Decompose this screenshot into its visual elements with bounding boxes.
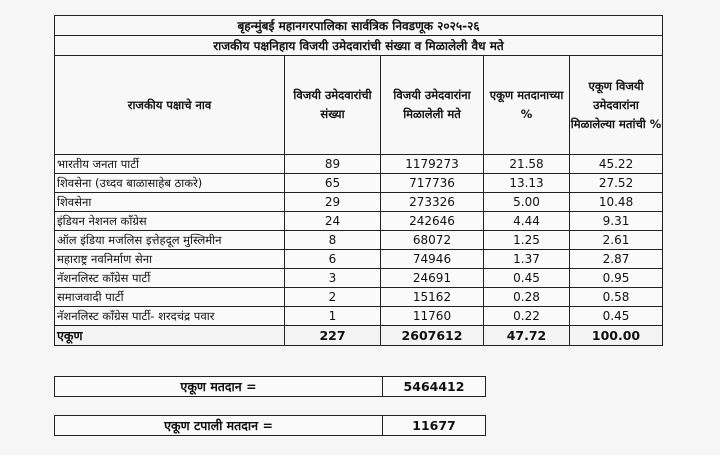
pct-total-cell: 0.45 xyxy=(484,269,570,288)
pct-winners-cell: 9.31 xyxy=(570,212,663,231)
total-votes-label: एकूण मतदान = xyxy=(55,377,383,397)
votes-count-cell: 242646 xyxy=(381,212,484,231)
pct-winners-cell: 2.87 xyxy=(570,250,663,269)
table-header-row xyxy=(55,56,663,155)
postal-votes-value: 11677 xyxy=(383,416,486,436)
table-row xyxy=(55,269,663,288)
party-name-cell: नॅशनलिस्ट कॉंग्रेस पार्टी- शरदचंद्र पवार xyxy=(55,307,285,326)
winners-count-cell: 24 xyxy=(285,212,381,231)
table-row xyxy=(55,155,663,174)
pct-total-cell: 0.28 xyxy=(484,288,570,307)
pct-winners-cell: 0.45 xyxy=(570,307,663,326)
table-row xyxy=(55,174,663,193)
votes-count-cell: 24691 xyxy=(381,269,484,288)
pct-winners-cell: 10.48 xyxy=(570,193,663,212)
winners-count-cell: 2 xyxy=(285,288,381,307)
votes-count-cell: 273326 xyxy=(381,193,484,212)
total-votes-value: 5464412 xyxy=(383,377,486,397)
table-row xyxy=(55,231,663,250)
pct-total-cell: 5.00 xyxy=(484,193,570,212)
table-body xyxy=(55,155,663,326)
party-name-cell: शिवसेना (उध्दव बाळासाहेब ठाकरे) xyxy=(55,174,285,193)
party-name-cell: समाजवादी पार्टी xyxy=(55,288,285,307)
votes-count-cell: 717736 xyxy=(381,174,484,193)
winners-count-cell: 65 xyxy=(285,174,381,193)
votes-count-cell: 1179273 xyxy=(381,155,484,174)
pct-total-cell: 1.25 xyxy=(484,231,570,250)
party-name-cell: इंडियन नेशनल कॉंग्रेस xyxy=(55,212,285,231)
party-name-cell: महाराष्ट्र नवनिर्माण सेना xyxy=(55,250,285,269)
total-winners: 227 xyxy=(285,326,381,346)
postal-votes-summary xyxy=(54,415,486,436)
pct-total-cell: 13.13 xyxy=(484,174,570,193)
total-row xyxy=(55,326,663,346)
winners-count-cell: 1 xyxy=(285,307,381,326)
total-votes: 2607612 xyxy=(381,326,484,346)
winners-count-cell: 3 xyxy=(285,269,381,288)
pct-winners-cell: 0.95 xyxy=(570,269,663,288)
postal-votes-label: एकूण टपाली मतदान = xyxy=(55,416,383,436)
winners-count-cell: 6 xyxy=(285,250,381,269)
header-votes: विजयी उमेदवारांना मिळालेली मते xyxy=(381,56,484,155)
party-name-cell: भारतीय जनता पार्टी xyxy=(55,155,285,174)
votes-count-cell: 11760 xyxy=(381,307,484,326)
party-name-cell: ऑल इंडिया मजलिस इत्तेहदूल मुस्लिमीन xyxy=(55,231,285,250)
pct-total-cell: 4.44 xyxy=(484,212,570,231)
document-title: बृहन्मुंबई महानगरपालिका सार्वत्रिक निवडणूक २०२५-२६ xyxy=(55,16,663,36)
pct-winners-cell: 2.61 xyxy=(570,231,663,250)
pct-winners-cell: 45.22 xyxy=(570,155,663,174)
table-row xyxy=(55,288,663,307)
winners-count-cell: 89 xyxy=(285,155,381,174)
total-label: एकूण xyxy=(55,326,285,346)
votes-count-cell: 68072 xyxy=(381,231,484,250)
total-pct-winners: 100.00 xyxy=(570,326,663,346)
party-name-cell: नॅशनलिस्ट कॉंग्रेस पार्टी xyxy=(55,269,285,288)
header-party: राजकीय पक्षाचे नाव xyxy=(55,56,285,155)
total-votes-summary xyxy=(54,376,486,397)
winners-count-cell: 29 xyxy=(285,193,381,212)
pct-total-cell: 21.58 xyxy=(484,155,570,174)
winners-count-cell: 8 xyxy=(285,231,381,250)
pct-total-cell: 0.22 xyxy=(484,307,570,326)
header-pct-winners: एकूण विजयी उमेदवारांना मिळालेल्या मतांची % xyxy=(570,56,663,155)
table-row xyxy=(55,250,663,269)
header-winners: विजयी उमेदवारांची संख्या xyxy=(285,56,381,155)
party-name-cell: शिवसेना xyxy=(55,193,285,212)
document-subtitle: राजकीय पक्षनिहाय विजयी उमेदवारांची संख्या व मिळालेली वैध मते xyxy=(55,36,663,56)
pct-winners-cell: 27.52 xyxy=(570,174,663,193)
votes-count-cell: 15162 xyxy=(381,288,484,307)
table-row xyxy=(55,212,663,231)
total-pct-total: 47.72 xyxy=(484,326,570,346)
votes-count-cell: 74946 xyxy=(381,250,484,269)
results-table xyxy=(54,15,663,346)
table-row xyxy=(55,193,663,212)
table-row xyxy=(55,307,663,326)
pct-total-cell: 1.37 xyxy=(484,250,570,269)
pct-winners-cell: 0.58 xyxy=(570,288,663,307)
header-pct-total: एकूण मतदानाच्या % xyxy=(484,56,570,155)
